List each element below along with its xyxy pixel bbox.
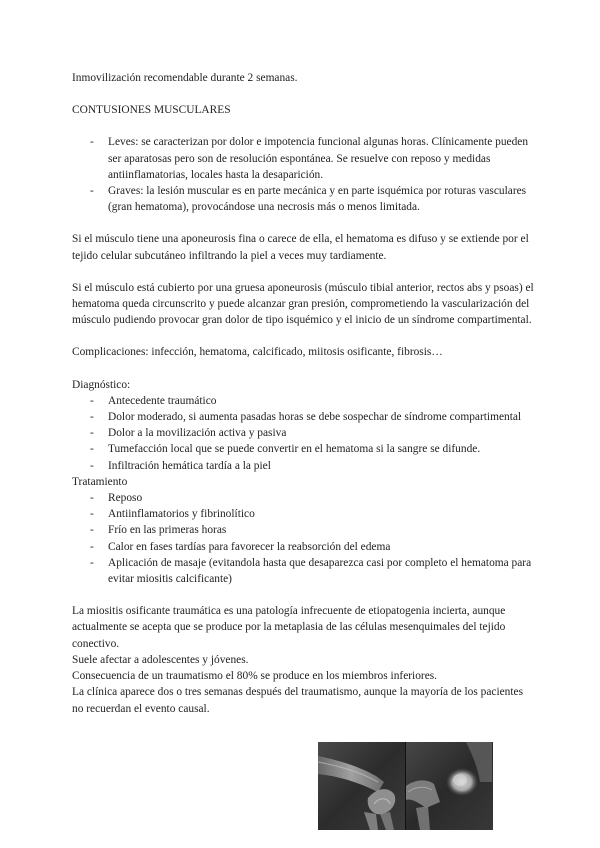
list-item: - Dolor moderado, si aumenta pasadas horas se debe sospechar de síndrome compartimental bbox=[72, 409, 534, 425]
myositis-age-line: Suele afectar a adolescentes y jóvenes. bbox=[72, 653, 249, 666]
myositis-paragraph: La miositis osificante traumática es una patología infrecuente de etiopatogenia incierta, aunque actualmente se acepta que se produce por la metaplasia de las células mesenquimales del tejido conectivo. bbox=[72, 605, 506, 650]
myositis-location-line: Consecuencia de un traumatismo el 80% se produce en los miembros inferiores. bbox=[72, 670, 438, 683]
paragraph-thick-aponeurosis: Si el músculo está cubierto por una gruesa aponeurosis (músculo tibial anterior, rectos abs y psoas) el hematoma queda circunscrito y puede alcanzar gran presión, comprometiendo la vascularización del músculo pudiendo provocar gran dolor de tipo isquémico y el inicio de un síndrome compartimental. bbox=[72, 281, 534, 327]
contusion-types-list bbox=[72, 134, 534, 215]
xray-image-elbow-1 bbox=[318, 742, 405, 830]
diagnosis-list bbox=[72, 393, 534, 474]
list-item: - Reposo bbox=[72, 490, 534, 506]
myositis-clinic-line: La clínica aparece dos o tres semanas después del traumatismo, aunque la mayoría de los pacientes no recuerdan el evento causal. bbox=[72, 686, 524, 715]
section-title: CONTUSIONES MUSCULARES bbox=[72, 104, 231, 117]
paragraph-thin-aponeurosis: Si el músculo tiene una aponeurosis fina o carece de ella, el hematoma es difuso y se extiende por el tejido celular subcutáneo infiltrando la piel a veces muy tardiamente. bbox=[72, 233, 529, 262]
list-item: - Frío en las primeras horas bbox=[72, 522, 534, 538]
list-item: - Leves: se caracterizan por dolor e impotencia funcional algunas horas. Clínicamente pueden ser aparatosas pero son de resolución espontánea. Se resuelve con reposo y medidas antiinflamatorias, locales hasta la desaparición. bbox=[72, 134, 534, 183]
xray-images bbox=[318, 742, 493, 830]
complications-text: Complicaciones: infección, hematoma, calcificado, miitosis osificante, fibrosis… bbox=[72, 346, 443, 359]
list-item: - Aplicación de masaje (evitandola hasta que desaparezca casi por completo el hematoma para evitar miositis calcificante) bbox=[72, 555, 534, 587]
intro-text: Inmovilización recomendable durante 2 semanas. bbox=[72, 72, 298, 84]
list-item: - Antecedente traumático bbox=[72, 393, 534, 409]
treatment-list bbox=[72, 490, 534, 587]
treatment-title: Tratamiento bbox=[72, 475, 128, 488]
list-item: - Infiltración hemática tardía a la piel bbox=[72, 458, 534, 474]
list-item: - Tumefacción local que se puede convertir en el hematoma si la sangre se difunde. bbox=[72, 441, 534, 457]
list-item: - Dolor a la movilización activa y pasiva bbox=[72, 425, 534, 441]
xray-image-elbow-2 bbox=[406, 742, 493, 830]
list-item: - Antiinflamatorios y fibrinolítico bbox=[72, 506, 534, 522]
list-item: - Calor en fases tardías para favorecer la reabsorción del edema bbox=[72, 539, 534, 555]
document-body bbox=[72, 70, 534, 717]
diagnosis-title: Diagnóstico: bbox=[72, 378, 131, 391]
list-item: - Graves: la lesión muscular es en parte mecánica y en parte isquémica por roturas vasculares (gran hematoma), provocándose una necrosis más o menos limitada. bbox=[72, 183, 534, 215]
